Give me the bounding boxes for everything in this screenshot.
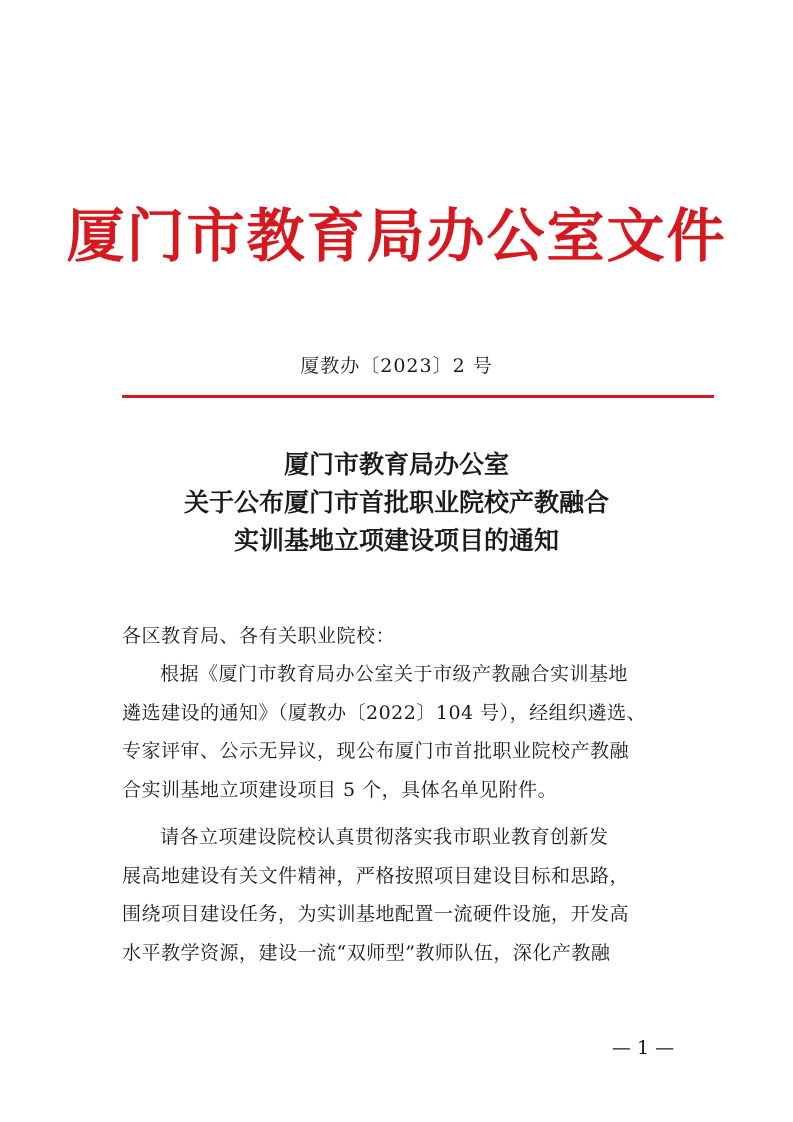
page-number: — 1 — — [611, 1037, 675, 1059]
issuer-header-title: 厦门市教育局办公室文件 — [66, 202, 727, 270]
notice-title-line: 关于公布厦门市首批职业院校产教融合 — [183, 488, 609, 517]
notice-title — [0, 446, 793, 560]
paragraph-line: 展高地建设有关文件精神，严格按照项目建设目标和思路， — [122, 864, 630, 887]
body-paragraph-1 — [122, 655, 692, 809]
red-separator-rule — [122, 395, 714, 398]
notice-title-line: 厦门市教育局办公室 — [283, 450, 509, 479]
body-paragraph-2 — [122, 818, 692, 972]
paragraph-line: 合实训基地立项建设项目 5 个，具体名单见附件。 — [122, 778, 558, 801]
salutation: 各区教育局、各有关职业院校： — [122, 625, 396, 647]
paragraph-line: 围绕项目建设任务，为实训基地配置一流硬件设施，开发高 — [122, 903, 630, 925]
paragraph-line: 遴选建设的通知》（厦教办〔2022〕104 号），经组织遴选、 — [122, 701, 647, 724]
paragraph-line: 水平教学资源，建设一流“双师型”教师队伍，深化产教融 — [122, 941, 611, 964]
notice-title-line: 实训基地立项建设项目的通知 — [233, 526, 559, 555]
paragraph-line: 专家评审、公示无异议，现公布厦门市首批职业院校产教融 — [122, 740, 630, 762]
paragraph-line: 根据《厦门市教育局办公室关于市级产教融合实训基地 — [160, 663, 629, 685]
paragraph-line: 请各立项建设院校认真贯彻落实我市职业教育创新发 — [160, 826, 609, 848]
document-number: 厦教办〔2023〕2 号 — [300, 355, 493, 377]
